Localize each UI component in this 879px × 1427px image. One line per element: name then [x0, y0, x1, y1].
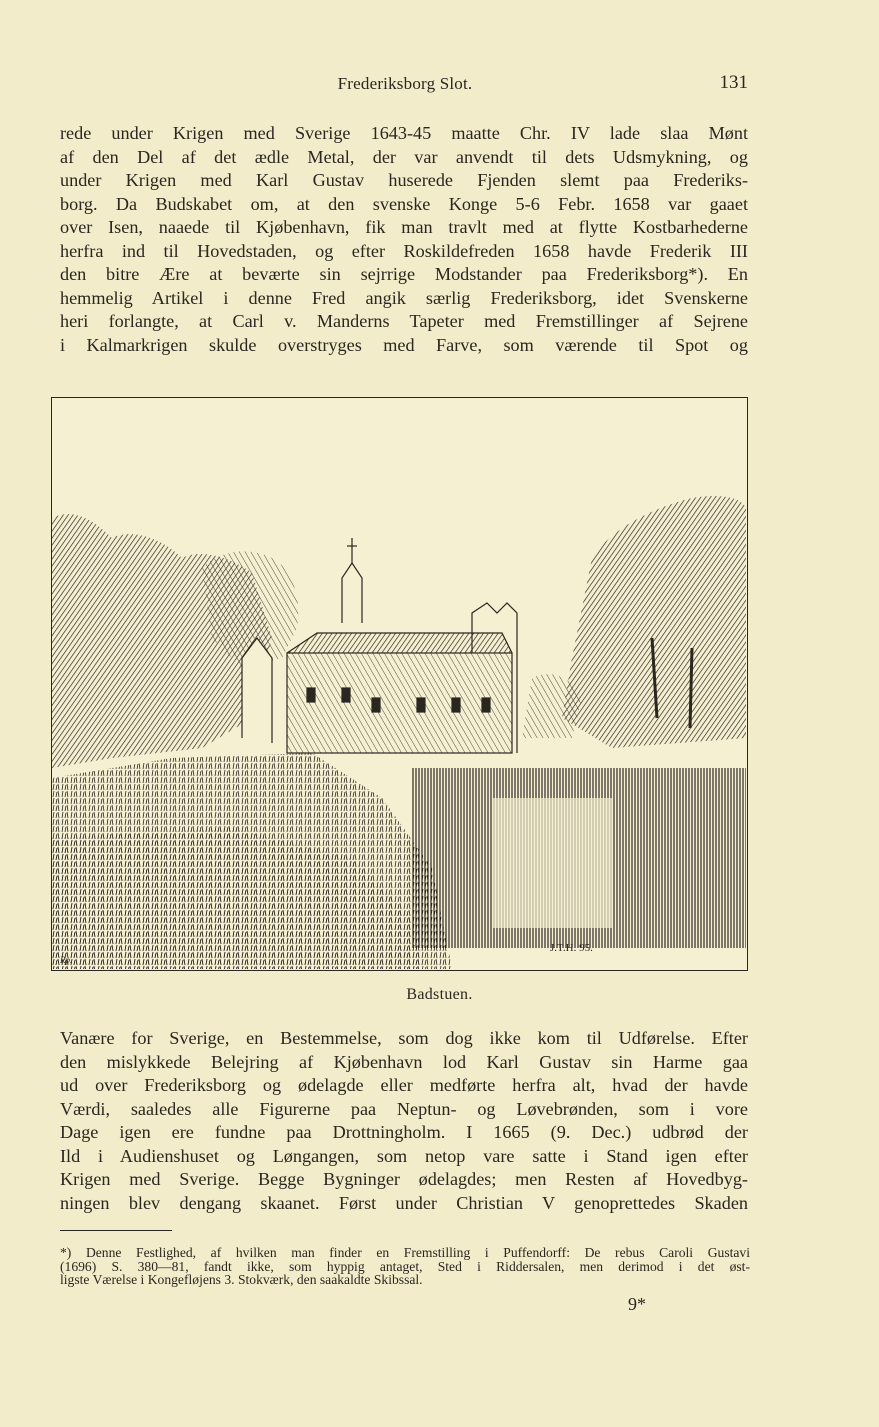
text-line: hemmelig Artikel i denne Fred angik særlig Frederiksborg, idet Svenskerne	[60, 287, 748, 308]
right-trees	[522, 496, 746, 748]
text-line: under Krigen med Karl Gustav huserede Fjenden slemt paa Frederiks-	[60, 170, 748, 190]
text-line: i Kalmarkrigen skulde overstryges med Farve, som værende til Spot og	[60, 334, 748, 355]
footnote-line: (1696) S. 380—81, fandt ikke, som hyppig antaget, Sted i Riddersalen, men derimod i det øst-	[60, 1258, 750, 1274]
text-line: Ild i Audienshuset og Løngangen, som netop vare satte i Stand igen efter	[60, 1145, 748, 1166]
running-head	[60, 74, 750, 100]
page-number: 131	[719, 72, 748, 93]
text-line: den bitre Ære at beværte sin sejrrige Modstander paa Frederiksborg*). En	[60, 264, 748, 284]
figure-caption: Badstuen.	[406, 986, 473, 1003]
text-line: Krigen med Sverige. Begge Bygninger ødelagdes; men Resten af Hovedbyg-	[60, 1169, 748, 1189]
text-line: Vanære for Sverige, en Bestemmelse, som dog ikke kom til Udførelse. Efter	[60, 1028, 748, 1048]
text-line: Dage igen ere fundne paa Drottningholm. I 1665 (9. Dec.) udbrød der	[60, 1122, 748, 1142]
footnote-line: *) Denne Festlighed, af hvilken man finder en Fremstilling i Puffendorff: De rebus Caroli Gustavi	[60, 1245, 750, 1260]
body-text-top	[60, 122, 748, 357]
text-line: af den Del af det ædle Metal, der var anvendt til dets Udsmykning, og	[60, 146, 748, 167]
grass-bank	[52, 753, 452, 969]
pond-reflection	[412, 768, 746, 948]
text-line: heri forlangte, at Carl v. Manderns Tapeter med Fremstillinger af Sejrene	[60, 311, 748, 331]
printer-signature: 9*	[628, 1294, 646, 1314]
footnote-divider	[60, 1230, 172, 1231]
illustration-badstuen	[51, 397, 748, 971]
artist-mark: Rp.	[60, 955, 73, 965]
text-line: herfra ind til Hovedstaden, og efter Roskildefreden 1658 havde Frederik III	[60, 240, 748, 261]
engraving-illustration	[52, 398, 746, 969]
text-line: borg. Da Budskabet om, at den svenske Konge 5-6 Febr. 1658 var gaaet	[60, 193, 748, 214]
text-line: ud over Frederiksborg og ødelagde eller medførte herfra alt, hvad der havde	[60, 1075, 748, 1095]
running-title: Frederiksborg Slot.	[337, 74, 473, 93]
body-text-bottom	[60, 1027, 748, 1215]
text-line: den mislykkede Belejring af Kjøbenhavn lod Karl Gustav sin Harme gaa	[60, 1051, 748, 1072]
text-line: Værdi, saaledes alle Figurerne paa Neptun- og Løvebrønden, som i vore	[60, 1098, 748, 1119]
footnote-line: ligste Værelse i Kongefløjens 3. Stokværk, den saakaldte Skibssal.	[60, 1272, 423, 1287]
text-line: ningen blev dengang skaanet. Først under Christian V genoprettedes Skaden	[60, 1192, 748, 1213]
footnote	[60, 1246, 750, 1287]
engraver-signature: J.T.H. 95.	[550, 942, 593, 954]
text-line: over Isen, naaede til Kjøbenhavn, fik man travlt med at flytte Kostbarhederne	[60, 217, 748, 237]
text-line: rede under Krigen med Sverige 1643-45 maatte Chr. IV lade slaa Mønt	[60, 123, 748, 143]
